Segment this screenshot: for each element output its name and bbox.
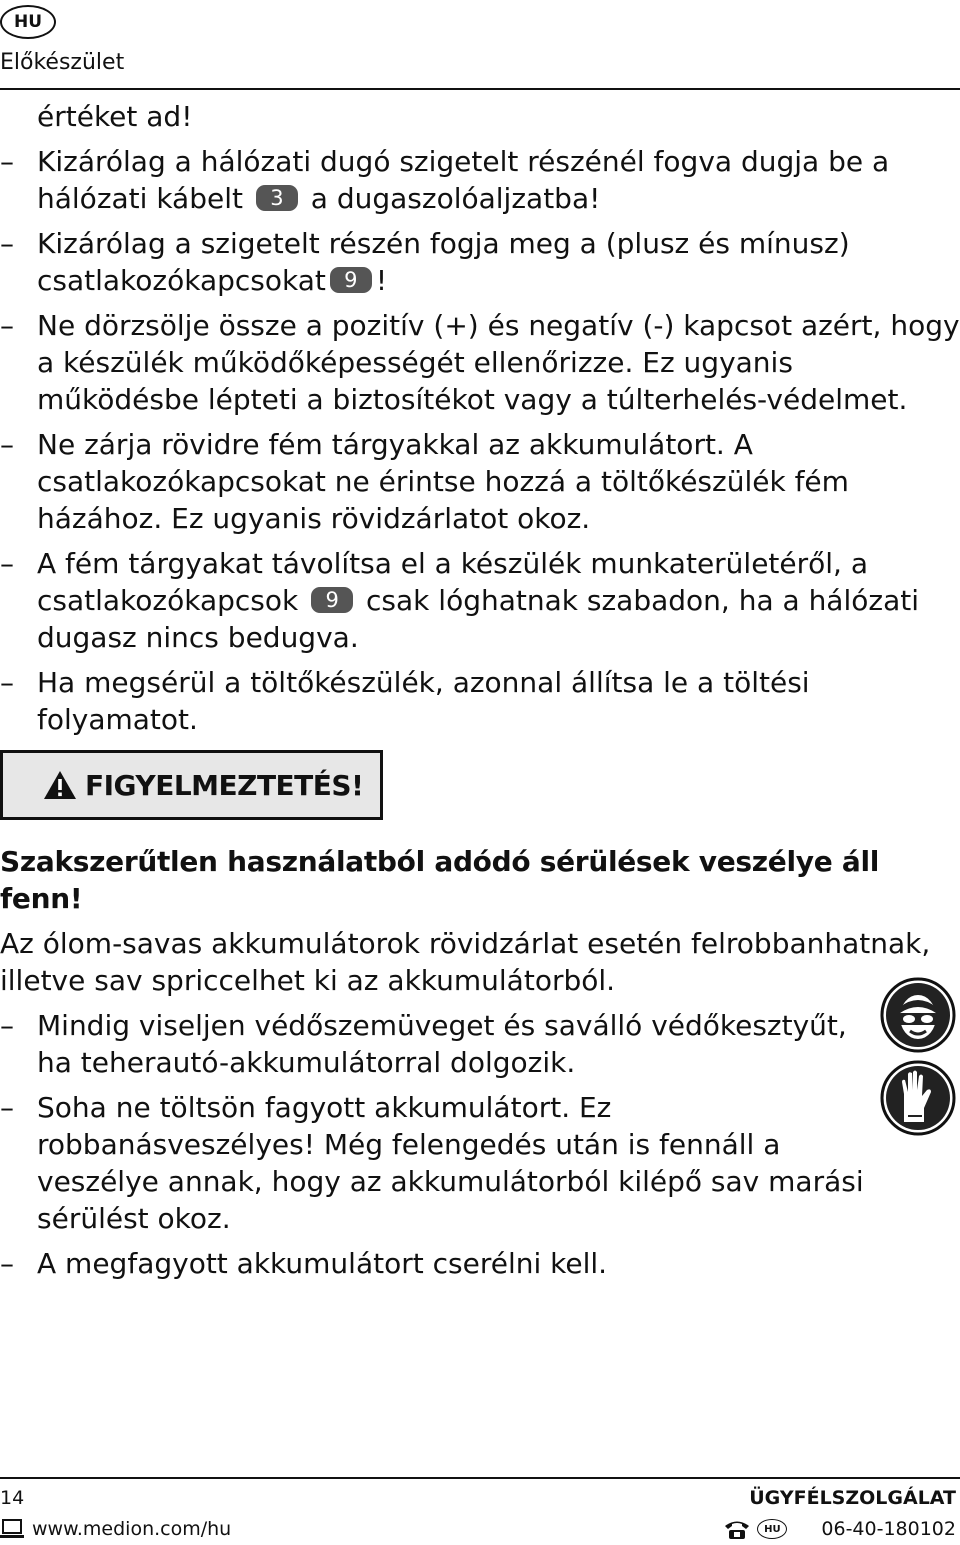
dash-bullet: –	[0, 227, 14, 260]
item-text-end: csak lóghatnak szabadon, ha a hálózati dugasz nincs bedugva.	[37, 584, 919, 654]
website-row	[0, 1518, 231, 1540]
continuation-text: értéket ad!	[37, 100, 193, 133]
dash-bullet: –	[0, 145, 14, 178]
language-badge-text: HU	[13, 12, 43, 32]
list-item	[0, 1245, 960, 1282]
website-link[interactable]: www.medion.com/hu	[32, 1518, 232, 1540]
dash-bullet: –	[0, 1247, 14, 1280]
list-item	[0, 1007, 960, 1081]
header-rule	[0, 88, 960, 90]
list-item	[0, 307, 960, 418]
computer-icon	[0, 1519, 24, 1539]
language-badge	[0, 5, 56, 39]
page-number: 14	[0, 1487, 25, 1509]
dash-bullet: –	[0, 309, 14, 342]
item-text: Soha ne töltsön fagyott akkumulátort. Ez robbanásveszélyes! Még felengedés után is fennáll a veszélye annak, hogy az akkumulátorból kilépő sav marási sérülést okoz.	[37, 1091, 864, 1235]
dash-bullet: –	[0, 428, 14, 461]
item-text: Ne dörzsölje össze a pozitív (+) és negatív (-) kapcsot azért, hogy a készülék működőképességét ellenőrizze. Ez ugyanis működésbe lépteti a biztosítékot vagy a túlterhelés-védelmet.	[37, 309, 960, 416]
footer-rule	[0, 1477, 960, 1479]
dash-bullet: –	[0, 1009, 14, 1042]
warning-content	[0, 843, 960, 1282]
item-text: Ne zárja rövidre fém tárgyakkal az akkumulátort. A csatlakozókapcsokat ne érintse hozzá a töltőkészülék fém házához. Ez ugyanis rövidzárlatot okoz.	[37, 428, 849, 535]
item-text: Kizárólag a hálózati dugó szigetelt részénél fogva dugja be a hálózati kábelt	[37, 145, 890, 215]
part-reference-badge: 9	[311, 587, 353, 613]
warning-triangle-icon	[43, 770, 77, 800]
item-text-end: !	[375, 264, 388, 297]
warning-paragraph: Az ólom-savas akkumulátorok rövidzárlat esetén felrobbanhatnak, illetve sav spriccelhet ki az akkumulátorból.	[0, 927, 931, 997]
item-text: A megfagyott akkumulátort cserélni kell.	[37, 1247, 608, 1280]
warning-label: FIGYELMEZTETÉS!	[85, 768, 364, 802]
list-item	[0, 664, 960, 738]
safety-goggles-icon	[880, 977, 956, 1053]
support-title: ÜGYFÉLSZOLGÁLAT	[749, 1487, 956, 1509]
dash-bullet: –	[0, 547, 14, 580]
footer-language-badge: HU	[757, 1519, 787, 1539]
part-reference-badge: 9	[330, 267, 372, 293]
instruction-list	[0, 98, 960, 738]
warning-box	[0, 750, 383, 820]
list-item	[0, 426, 960, 537]
protective-gloves-icon	[880, 1060, 956, 1136]
part-reference-badge: 3	[256, 185, 298, 211]
list-item	[0, 225, 960, 299]
section-title: Előkészület	[0, 50, 125, 75]
item-text-end: a dugaszolóaljzatba!	[310, 182, 601, 215]
item-text: Kizárólag a szigetelt részén fogja meg a (plusz és mínusz) csatlakozókapcsokat	[37, 227, 850, 297]
list-item	[0, 143, 960, 217]
item-text: Ha megsérül a töltőkészülék, azonnal állítsa le a töltési folyamatot.	[37, 666, 810, 736]
list-item	[0, 1089, 960, 1237]
warning-heading: Szakszerűtlen használatból adódó sérülések veszélye áll fenn!	[0, 845, 880, 915]
dash-bullet: –	[0, 1091, 14, 1124]
list-item	[0, 545, 960, 656]
phone-row	[723, 1518, 956, 1540]
item-text: Mindig viseljen védőszemüveget és saválló védőkesztyűt, ha teherautó-akkumulátorral dolgozik.	[37, 1009, 847, 1079]
dash-bullet: –	[0, 666, 14, 699]
item-text: A fém tárgyakat távolítsa el a készülék munkaterületéről, a csatlakozókapcsok	[37, 547, 869, 617]
telephone-icon	[723, 1518, 751, 1540]
phone-number: 06-40-180102	[821, 1518, 956, 1540]
